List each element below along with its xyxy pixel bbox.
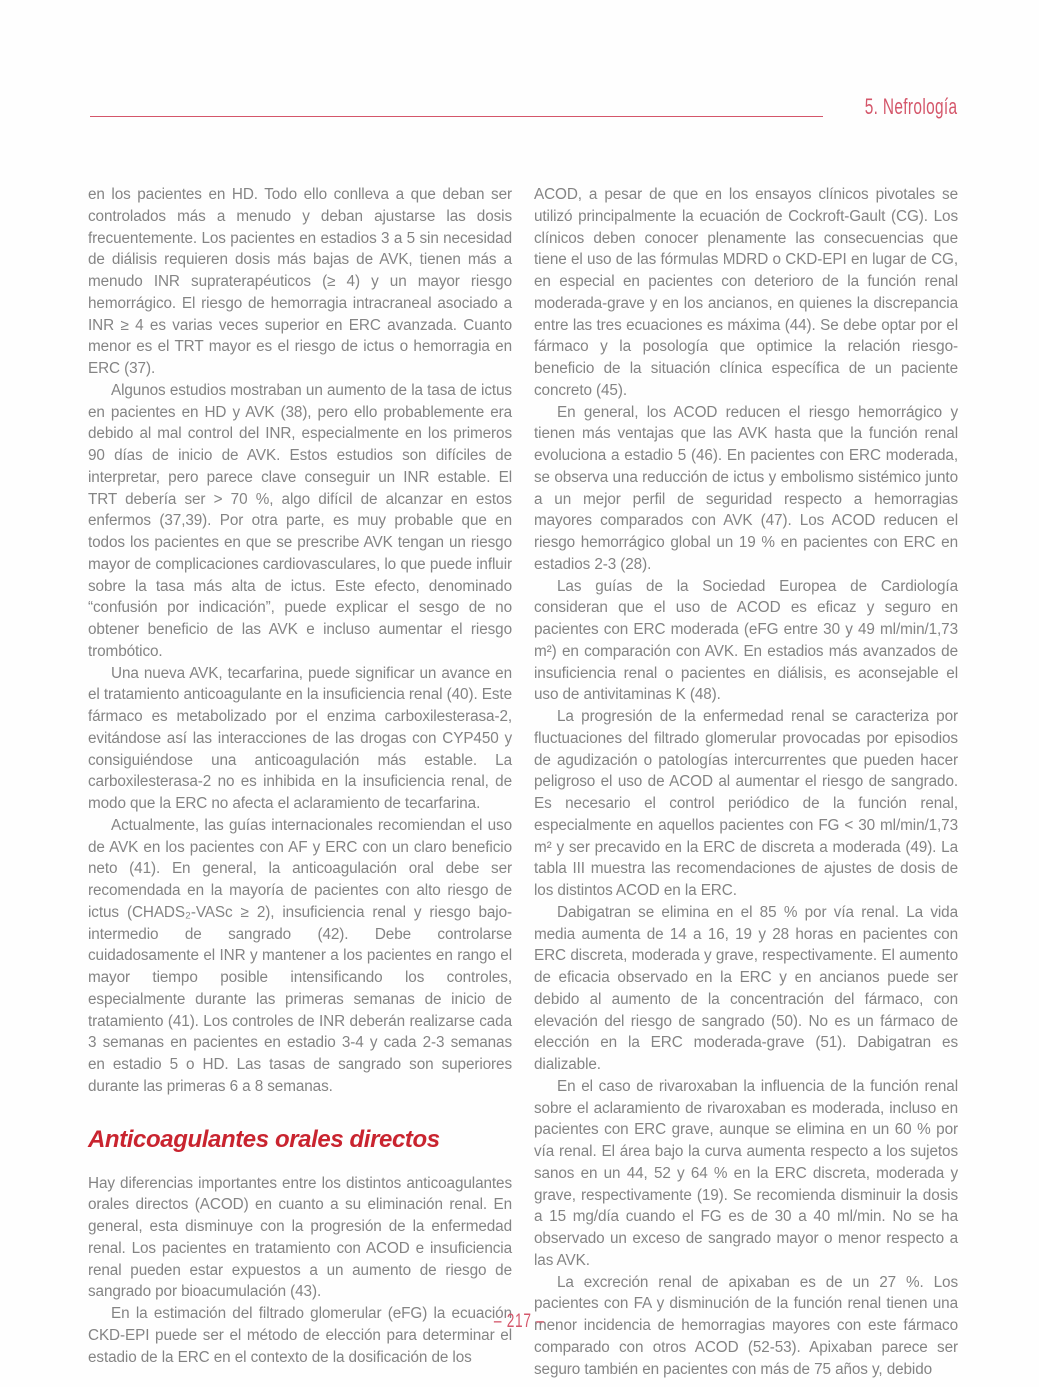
left-column (88, 184, 512, 1380)
section-heading: Anticoagulantes orales directos (88, 1125, 440, 1153)
paragraph: En general, los ACOD reducen el riesgo hemorrágico y tienen más ventajas que las AVK hasta que la función renal evoluciona a estadio 5 (46). En pacientes con ERC moderada, se observa una reducción de ictus y embolismo sistémico junto a un mejor perfil de seguridad respecto a hemorragias mayores comparados con AVK (47). Los ACOD reducen el riesgo hemorrágico global un 19 % en pacientes con ERC en estadios 2-3 (28). (534, 403, 958, 573)
paragraph: Actualmente, las guías internacionales recomiendan el uso de AVK en los pacientes con AF y ERC con un claro beneficio neto (41). En general, la anticoagulación oral debe ser recomendada en la mayoría de pacientes con alto riesgo de ictus (CHADS₂-VASc ≥ 2), insuficiencia renal y riesgo bajo-intermedio de sangrado (42). Debe controlarse cuidadosamente el INR y mantener a los pacientes en rango el mayor tiempo posible intensificando los controles, especialmente durante las primeras semanas de inicio de tratamiento (41). Los controles de INR deberán realizarse cada 3 semanas en pacientes en estadio 3-4 y cada 2-3 semanas en estadio 5 o HD. Las tasas de sangrado son superiores durante las primeras 6 a 8 semanas. (88, 816, 512, 1095)
page-content (88, 184, 958, 1380)
page-footer (0, 1311, 1039, 1333)
right-column (534, 184, 958, 1380)
paragraph: En la estimación del filtrado glomerular (eFG) la ecuación CKD-EPI puede ser el método de elección para determinar el estadio de la ERC en el contexto de la dosificación de los (88, 1305, 512, 1366)
header-rule (90, 116, 823, 117)
paragraph: Hay diferencias importantes entre los distintos anticoagulantes orales directos (ACOD) en cuanto a su eliminación renal. En general, esta disminuye con la progresión de la enfermedad renal. Los pacientes en tratamiento con ACOD e insuficiencia renal pueden estar expuestos a un aumento de riesgo de sangrado por bioacumulación (43). (88, 1174, 512, 1301)
page-header (90, 94, 957, 120)
paragraph: ACOD, a pesar de que en los ensayos clínicos pivotales se utilizó principalmente la ecuación de Cockroft-Gault (CG). Los clínicos deben conocer plenamente las consecuencias que tiene el uso de las fórmulas MDRD o CKD-EPI en lugar de CG, en especial en pacientes con deterioro de la función renal moderada-grave y en los ancianos, en quienes la discrepancia entre las tres ecuaciones es máxima (44). Se debe optar por el fármaco y la posología que optimice la relación riesgo-beneficio de la situación clínica específica de un paciente concreto (45). (534, 186, 958, 399)
paragraph: Algunos estudios mostraban un aumento de la tasa de ictus en pacientes en HD y AVK (38), pero ello probablemente era debido al mal control del INR, especialmente en los primeros 90 días de inicio de AVK. Estos estudios son difíciles de interpretar, pero parece clave conseguir un INR estable. El TRT debería ser > 70 %, algo difícil de alcanzar en estos enfermos (37,39). Por otra parte, es muy probable que en todos los pacientes en que se prescribe AVK tengan un riesgo mayor de complicaciones cardiovasculares, lo que puede influir sobre la tasa más alta de ictus. Este efecto, denominado “confusión por indicación”, puede explicar el sesgo de no obtener beneficio de las AVK e incluso aumentar el riesgo trombótico. (88, 381, 512, 660)
paragraph: Las guías de la Sociedad Europea de Cardiología consideran que el uso de ACOD es eficaz y seguro en pacientes con ERC moderada (eFG entre 30 y 49 ml/min/1,73 m²) en comparación con AVK. En estadios más avanzados de insuficiencia renal o pacientes en diálisis, es aconsejable el uso de antivitaminas K (48). (534, 577, 958, 704)
chapter-label: 5. Nefrología (864, 94, 957, 119)
paragraph: La progresión de la enfermedad renal se caracteriza por fluctuaciones del filtrado glomerular provocadas por episodios de agudización o patologías intercurrentes que pueden hacer peligroso el uso de ACOD al aumentar el riesgo de sangrado. Es necesario el control periódico de la función renal, especialmente en aquellos pacientes con FG < 30 ml/min/1,73 m² y ser precavido en la ERC de discreta a moderada (49). La tabla III muestra las recomendaciones de ajustes de dosis de los distintos ACOD en la ERC. (534, 708, 958, 899)
paragraph: La excreción renal de apixaban es de un 27 %. Los pacientes con FA y disminución de la función renal tienen una menor incidencia de hemorragias mayores con este fármaco comparado con otros ACOD (52-53). Apixaban parece ser seguro también en pacientes con más de 75 años y, debido (534, 1273, 958, 1378)
page-number: – 217 – (494, 1311, 545, 1332)
paragraph: Dabigatran se elimina en el 85 % por vía renal. La vida media aumenta de 14 a 16, 19 y 28 horas en pacientes con ERC discreta, moderada y grave, respectivamente. El aumento de eficacia observado en la ERC y en ancianos puede ser debido al aumento de la concentración del fármaco, con elevación del riesgo de sangrado (50). No es un fármaco de elección en la ERC moderada-grave (51). Dabigatran es dializable. (534, 903, 958, 1073)
paragraph: Una nueva AVK, tecarfarina, puede significar un avance en el tratamiento anticoagulante en la insuficiencia renal (40). Este fármaco es metabolizado por el enzima carboxilesterasa-2, evitándose así las interacciones de las drogas con CYP450 y consiguiéndose una anticoagulación más estable. La carboxilesterasa-2 no es inhibida en la insuficiencia renal, de modo que la ERC no afecta el aclaramiento de tecarfarina. (88, 664, 512, 812)
paragraph: En el caso de rivaroxaban la influencia de la función renal sobre el aclaramiento de rivaroxaban es moderada, incluso en pacientes con ERC grave, aunque se elimina en un 60 % por vía renal. El área bajo la curva aumenta respecto a los sujetos sanos en un 44, 52 y 64 % en la ERC discreta, moderada y grave, respectivamente (19). Se recomienda disminuir la dosis a 15 mg/día cuando el FG es de 30 a 40 ml/min. No se ha observado un exceso de sangrado mayor o menor respecto a las AVK. (534, 1077, 958, 1269)
paragraph: en los pacientes en HD. Todo ello conlleva a que deban ser controlados más a menudo y deban ajustarse las dosis frecuentemente. Los pacientes en estadios 3 a 5 sin necesidad de diálisis requieren dosis más bajas de AVK, tienen más a menudo INR supraterapéuticos (≥ 4) y un mayor riesgo hemorrágico. El riesgo de hemorragia intracraneal asociado a INR ≥ 4 es varias veces superior en ERC avanzada. Cuanto menor es el TRT mayor es el riesgo de ictus o hemorragia en ERC (37). (88, 186, 512, 377)
